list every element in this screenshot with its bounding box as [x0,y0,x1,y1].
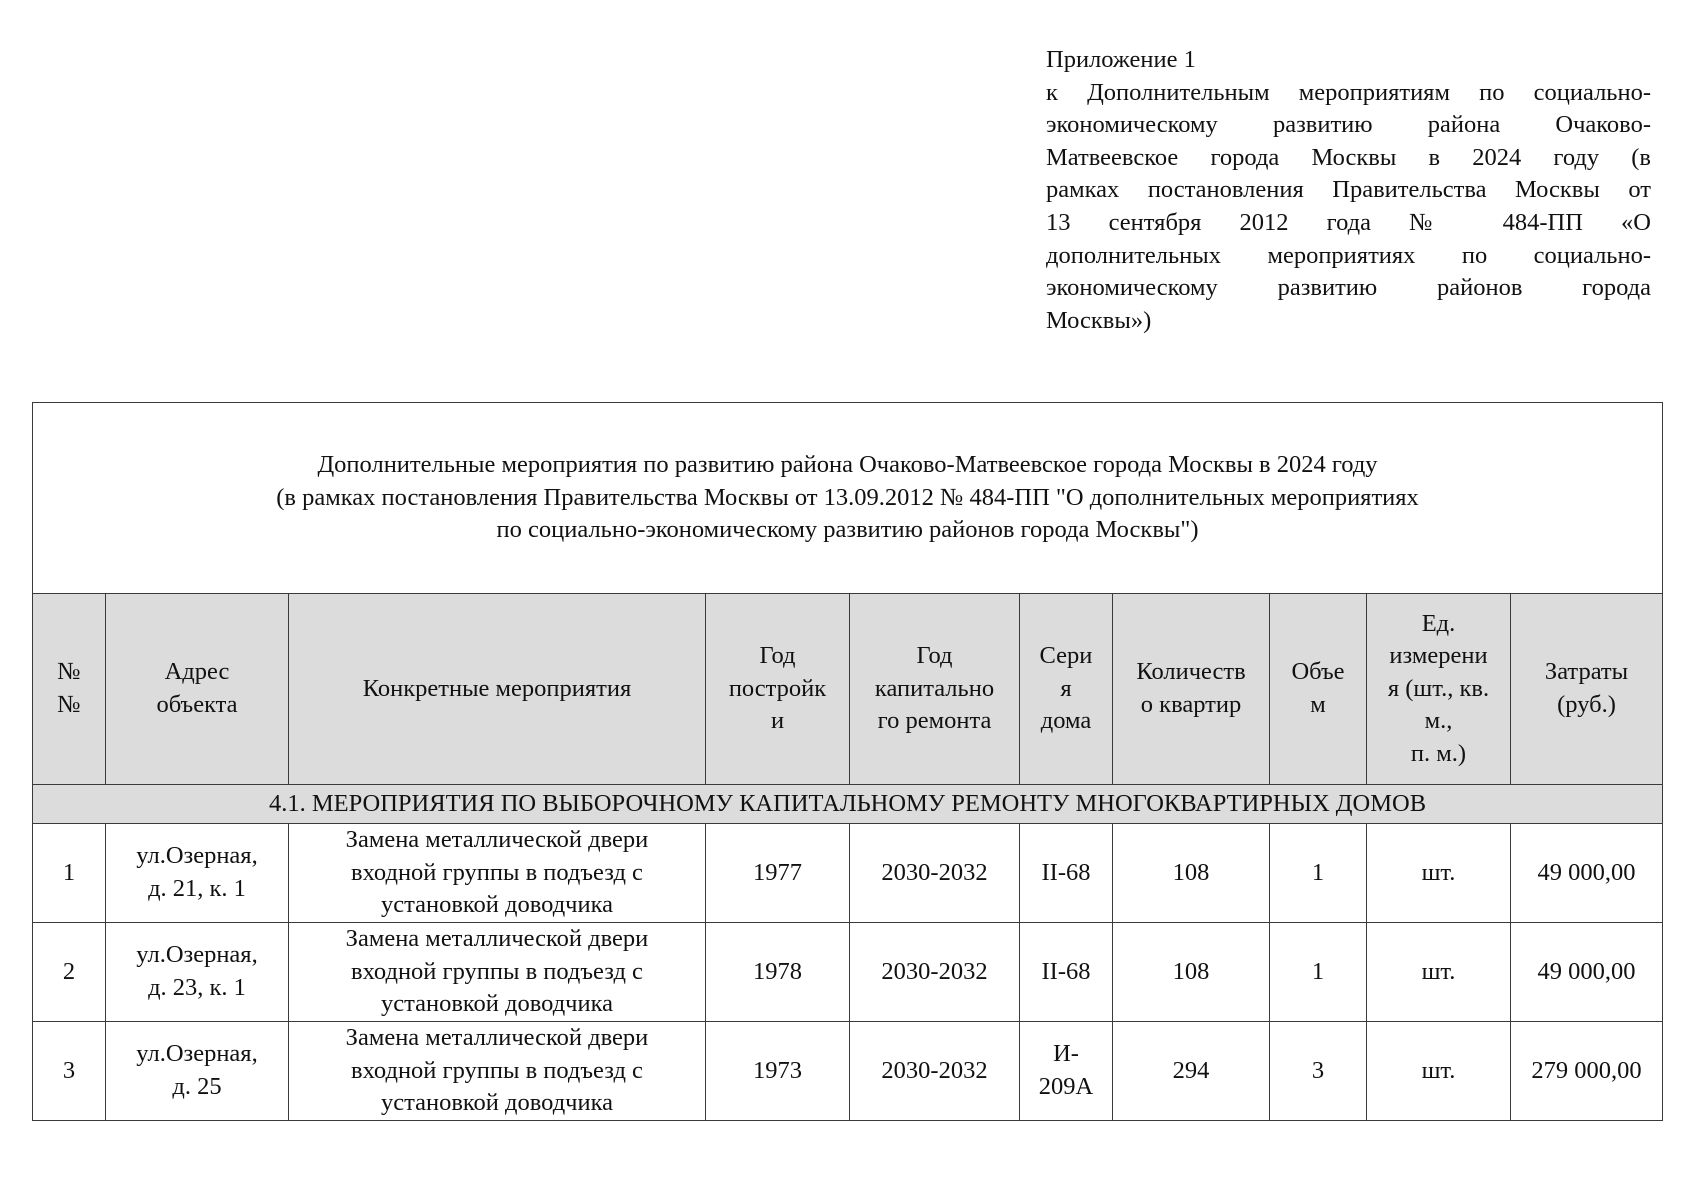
cell-text: И- [1053,1040,1079,1068]
cell-text: шт. [1421,858,1456,886]
cell-year-built [706,824,850,923]
cell-series [1020,824,1113,923]
section-row [33,785,1663,824]
cell-text: д. 25 [172,1073,222,1100]
cell-text: 108 [1172,957,1210,985]
cell-apartments [1113,1022,1270,1121]
header-cost [1511,594,1663,785]
table-header-row [33,594,1663,785]
table-title-line: по социально-экономическому развитию районов города Москвы") [496,516,1199,544]
cell-text: 2030-2032 [881,957,988,985]
cell-text: шт. [1421,1056,1456,1084]
header-text: Адрес [164,658,230,686]
header-text: Сери [1039,642,1093,670]
table-title [33,403,1663,594]
cell-text: 108 [1172,858,1210,886]
header-text: о квартир [1140,691,1242,718]
header-text: Объе [1291,658,1345,686]
cell-measure [289,923,706,1022]
cell-text: 209А [1038,1073,1094,1100]
header-text: я (шт., кв. [1387,674,1490,702]
header-year-built [706,594,850,785]
appendix-line: дополнительных мероприятиях по социально- [1046,241,1651,269]
appendix-line: экономическому развитию районов города [1046,274,1651,302]
appendix-line: рамках постановления Правительства Москвы от [1046,176,1651,204]
cell-text: 2030-2032 [881,1056,988,1084]
header-text: Количеств [1136,658,1246,686]
cell-text: ул.Озерная, [136,941,258,969]
cell-text: установкой доводчика [380,891,614,919]
cell-text: 2030-2032 [881,858,988,886]
header-number [33,594,106,785]
cell-series [1020,923,1113,1022]
header-text: Год [759,642,796,670]
header-text: п. м.) [1410,739,1467,767]
cell-text: II-68 [1041,858,1091,886]
appendix-line: к Дополнительным мероприятиям по социально- [1046,78,1651,106]
header-text: го ремонта [877,707,992,735]
cell-text: 1 [1311,858,1325,886]
cell-address [106,824,289,923]
header-apartments [1113,594,1270,785]
cell-apartments [1113,923,1270,1022]
header-text: (руб.) [1557,691,1616,718]
header-text: Год [916,642,953,670]
cell-volume [1270,824,1367,923]
header-year-repair [850,594,1020,785]
cell-address [106,1022,289,1121]
cell-number [33,1022,106,1121]
cell-text: 1 [1311,957,1325,985]
cell-text: д. 23, к. 1 [148,974,246,1001]
section-title: 4.1. МЕРОПРИЯТИЯ ПО ВЫБОРОЧНОМУ КАПИТАЛЬНОМУ РЕМОНТУ МНОГОКВАРТИРНЫХ ДОМОВ [33,785,1663,824]
cell-text: входной группы в подъезд с [351,1056,643,1084]
table-title-line: Дополнительные мероприятия по развитию района Очаково-Матвеевское города Москвы в 2024 году [317,451,1378,479]
cell-year-built [706,1022,850,1121]
cell-text: 1973 [753,1056,802,1084]
cell-measure [289,1022,706,1121]
cell-text: 279 000,00 [1531,1056,1642,1084]
table-row [33,1022,1663,1121]
header-text: измерени [1389,642,1488,670]
cell-year-built [706,923,850,1022]
cell-unit [1367,923,1511,1022]
cell-measure [289,824,706,923]
appendix-line: Матвеевское города Москвы в 2024 году (в [1046,143,1651,171]
cell-series [1020,1022,1113,1121]
cell-apartments [1113,824,1270,923]
cell-text: 1977 [753,858,802,886]
header-text: и [770,707,785,735]
cell-text: 1978 [753,957,802,985]
cell-text: входной группы в подъезд с [351,957,643,985]
header-text: м [1310,691,1326,718]
header-text: м., [1424,707,1453,735]
cell-year-repair [850,1022,1020,1121]
cell-number [33,824,106,923]
header-text: № [57,658,81,686]
table-title-line: (в рамках постановления Правительства Москвы от 13.09.2012 № 484-ПП "О дополнительных мероприятиях [276,483,1419,511]
cell-text: Замена металлической двери [345,925,649,953]
appendix-note [1046,44,1651,337]
table-row [33,923,1663,1022]
cell-volume [1270,1022,1367,1121]
header-address [106,594,289,785]
header-text: Конкретные мероприятия [362,674,632,702]
cell-text: Замена металлической двери [345,1024,649,1052]
appendix-line: 13 сентября 2012 года № 484-ПП «О [1046,208,1651,236]
cell-text: Замена металлической двери [345,826,649,854]
cell-unit [1367,1022,1511,1121]
header-text: объекта [156,691,238,718]
cell-address [106,923,289,1022]
cell-text: установкой доводчика [380,990,614,1018]
table-row [33,824,1663,923]
cell-text: 294 [1172,1056,1210,1084]
cell-cost [1511,1022,1663,1121]
cell-year-repair [850,824,1020,923]
cell-text: 3 [62,1056,76,1084]
cell-volume [1270,923,1367,1022]
header-series [1020,594,1113,785]
cell-text: 3 [1311,1056,1325,1084]
cell-year-repair [850,923,1020,1022]
cell-text: установкой доводчика [380,1089,614,1117]
header-text: я [1060,674,1072,702]
table-body [33,824,1663,1121]
header-text: капитально [874,674,995,702]
cell-text: ул.Озерная, [136,1040,258,1068]
cell-text: 49 000,00 [1537,858,1636,886]
table-title-row [33,403,1663,594]
cell-cost [1511,923,1663,1022]
header-volume [1270,594,1367,785]
cell-text: ул.Озерная, [136,842,258,870]
cell-text: шт. [1421,957,1456,985]
header-measures [289,594,706,785]
appendix-line: Москвы») [1046,306,1152,334]
cell-text: 49 000,00 [1537,957,1636,985]
measures-table [32,402,1663,1121]
appendix-line: Приложение 1 [1046,46,1196,73]
header-unit [1367,594,1511,785]
appendix-line: экономическому развитию района Очаково- [1046,111,1651,139]
cell-unit [1367,824,1511,923]
cell-text: 1 [62,858,76,886]
cell-text: д. 21, к. 1 [148,875,246,902]
header-text: Ед. [1421,609,1456,637]
cell-text: входной группы в подъезд с [351,858,643,886]
cell-text: II-68 [1041,957,1091,985]
header-text: постройк [728,674,827,702]
header-text: Затраты [1544,658,1629,686]
header-text: № [57,691,81,718]
cell-number [33,923,106,1022]
cell-cost [1511,824,1663,923]
cell-text: 2 [62,957,76,985]
header-text: дома [1040,707,1092,735]
